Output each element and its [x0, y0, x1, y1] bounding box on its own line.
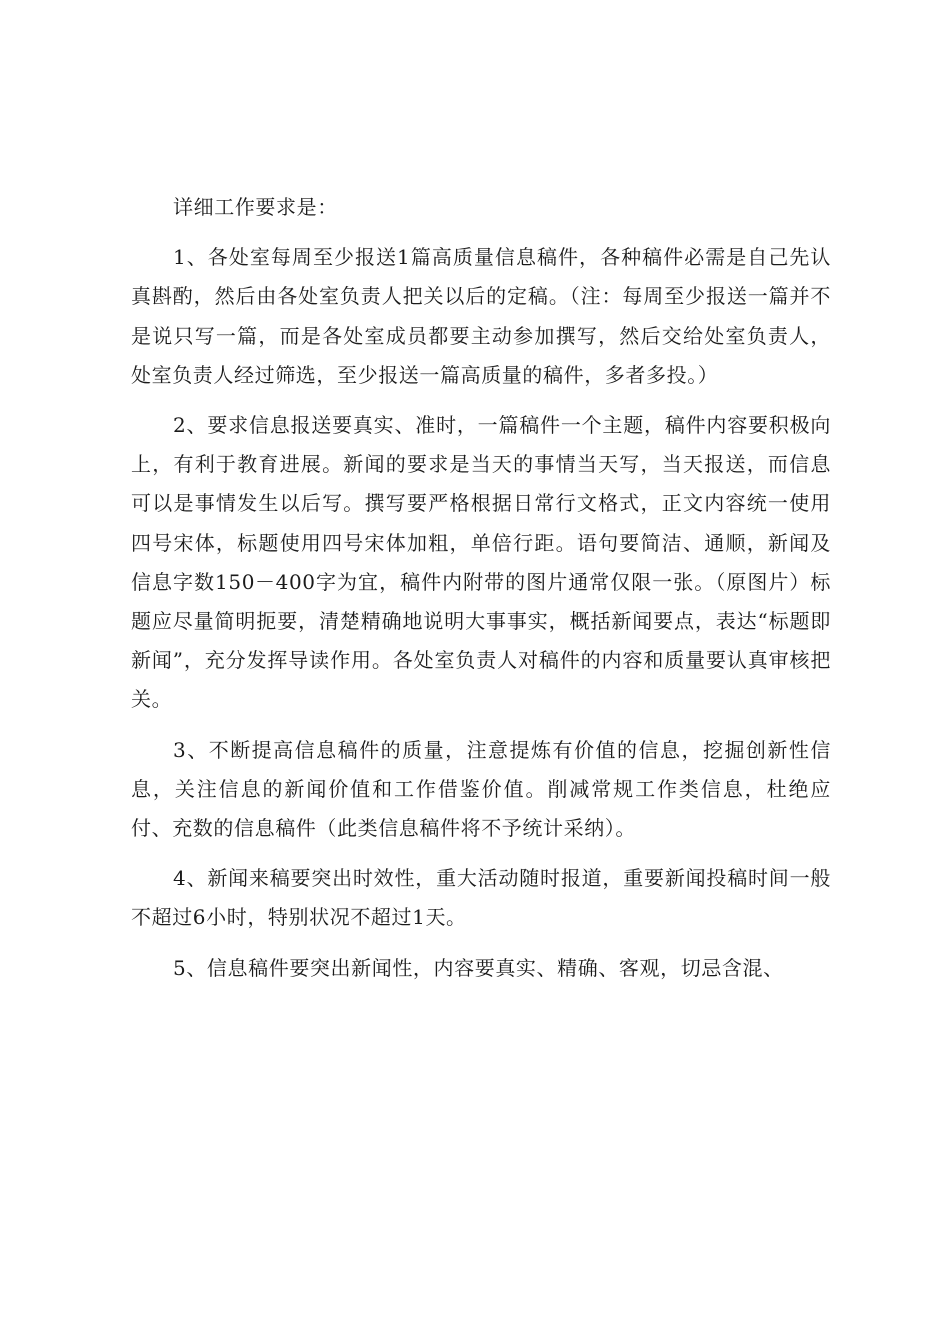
requirement-paragraph-3: 3、不断提高信息稿件的质量，注意提炼有价值的信息，挖掘创新性信息，关注信息的新闻价值和工作借鉴价值。削减常规工作类信息，杜绝应付、充数的信息稿件（此类信息稿件将不予统计采纳）。 [131, 737, 831, 841]
requirement-paragraph-4: 4、新闻来稿要突出时效性，重大活动随时报道，重要新闻投稿时间一般不超过6小时，特别状况不超过1天。 [131, 866, 831, 930]
requirement-paragraph-1: 1、各处室每周至少报送1篇高质量信息稿件，各种稿件必需是自己先认真斟酌，然后由各处室负责人把关以后的定稿。（注：每周至少报送一篇并不是说只写一篇，而是各处室成员都要主动参加撰写，然后交给处室负责人，处室负责人经过筛选，至少报送一篇高质量的稿件，多者多投。） [131, 245, 831, 387]
requirement-paragraph-5: 5、信息稿件要突出新闻性，内容要真实、精确、客观，切忌含混、 [173, 955, 784, 980]
document-body [131, 188, 831, 999]
intro-paragraph: 详细工作要求是： [173, 195, 338, 219]
requirement-paragraph-2: 2、要求信息报送要真实、准时，一篇稿件一个主题，稿件内容要积极向上，有利于教育进展。新闻的要求是当天的事情当天写，当天报送，而信息可以是事情发生以后写。撰写要严格根据日常行文格式，正文内容统一使用四号宋体，标题使用四号宋体加粗，单倍行距。语句要简洁、通顺，新闻及信息字数150－400字为宜，稿件内附带的图片通常仅限一张。（原图片）标题应尽量简明扼要，清楚精确地说明大事事实，概括新闻要点，表达“标题即新闻”，充分发挥导读作用。各处室负责人对稿件的内容和质量要认真审核把关。 [131, 413, 831, 712]
